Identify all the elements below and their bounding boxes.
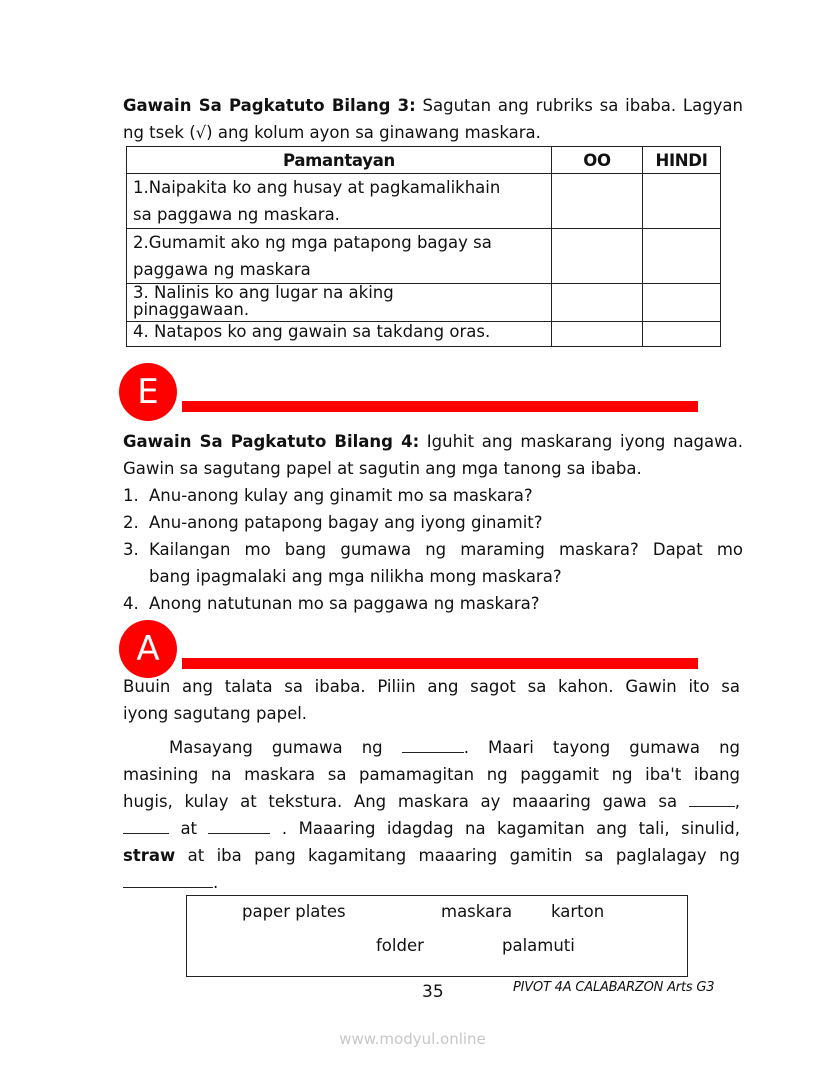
word-choice: folder — [376, 936, 424, 955]
question-number: 4. — [123, 594, 139, 613]
paragraph-text: hugis, kulay at tekstura. Ang maskara ay maaaring gawa sa — [123, 792, 678, 811]
activity-3-instruction: Sagutan ang rubriks sa ibaba. Lagyan — [422, 96, 744, 115]
rubric-row — [127, 322, 721, 347]
word-choice: karton — [551, 902, 605, 921]
question-text: Anu-anong patapong bagay ang iyong ginamit? — [149, 513, 543, 532]
question-item — [123, 509, 743, 536]
answer-blank-4[interactable] — [208, 817, 270, 834]
paragraph-line — [123, 842, 740, 869]
word-choice: paper plates — [242, 902, 346, 921]
hindi-check-cell[interactable] — [643, 284, 721, 322]
rubric-row — [127, 284, 721, 322]
question-list — [123, 482, 743, 617]
watermark: www.modyul.online — [339, 1030, 486, 1048]
hindi-check-cell[interactable] — [643, 322, 721, 347]
section-e-badge — [119, 363, 177, 421]
criterion-text: 2.Gumamit ako ng mga patapong bagay sa — [133, 233, 492, 252]
header-oo: OO — [552, 147, 643, 174]
rubric-table — [126, 146, 721, 347]
header-hindi: HINDI — [643, 147, 721, 174]
fill-in-paragraph — [123, 734, 740, 896]
word-choice: palamuti — [502, 936, 575, 955]
criterion-text: sa paggawa ng maskara. — [133, 205, 340, 224]
criterion-text: pinaggawaan. — [133, 300, 250, 319]
oo-check-cell[interactable] — [552, 322, 643, 347]
question-item — [123, 482, 743, 509]
activity-3-title: Gawain Sa Pagkatuto Bilang 3: — [123, 96, 416, 115]
paragraph-line — [123, 734, 740, 761]
paragraph-text: . Maaaring idagdag na kagamitan ang tali, sinulid, — [281, 819, 740, 838]
activity-4-line1 — [123, 428, 743, 455]
header-pamantayan: Pamantayan — [127, 147, 552, 174]
section-a-letter: A — [136, 629, 160, 669]
answer-blank-5[interactable] — [123, 871, 213, 888]
paragraph-text: . — [213, 873, 219, 892]
activity-4-instruction: Iguhit ang maskarang iyong nagawa. — [426, 432, 743, 451]
section-e-divider — [182, 401, 698, 412]
question-item — [123, 536, 743, 590]
rubric-header-row — [127, 147, 721, 174]
section-a-divider — [182, 658, 698, 669]
answer-blank-1[interactable] — [402, 736, 464, 753]
criterion-text: 1.Naipakita ko ang husay at pagkamalikhain — [133, 178, 501, 197]
paragraph-text: , — [734, 792, 740, 811]
paragraph-bold-word: straw — [123, 846, 176, 865]
activity-3-line2: ng tsek (√) ang kolum ayon sa ginawang maskara. — [123, 123, 541, 142]
question-text: Kailangan mo bang gumawa ng maraming maskara? Dapat mo — [149, 540, 743, 559]
question-number: 2. — [123, 513, 139, 532]
activity-3-intro — [123, 92, 743, 146]
rubric-row — [127, 174, 721, 229]
criterion-text: 3. Nalinis ko ang lugar na aking — [133, 283, 394, 302]
question-text: Anong natutunan mo sa paggawa ng maskara? — [149, 594, 540, 613]
question-text: Anu-anong kulay ang ginamit mo sa maskara? — [149, 486, 533, 505]
question-text: bang ipagmalaki ang mga nilikha mong maskara? — [149, 567, 562, 586]
section-a-badge — [119, 620, 177, 678]
question-number: 3. — [123, 540, 139, 559]
rubric-row — [127, 229, 721, 284]
criterion-cell — [127, 174, 552, 229]
activity-4-title: Gawain Sa Pagkatuto Bilang 4: — [123, 432, 420, 451]
page-number: 35 — [422, 982, 444, 1002]
word-choice-box — [186, 895, 688, 977]
paragraph-line — [123, 869, 740, 896]
paragraph-line — [123, 788, 740, 815]
criterion-cell — [127, 322, 552, 347]
paragraph-text: at iba pang kagamitang maaaring gamitin sa paglalagay ng — [187, 846, 740, 865]
hindi-check-cell[interactable] — [643, 174, 721, 229]
answer-blank-2[interactable] — [689, 790, 735, 807]
hindi-check-cell[interactable] — [643, 229, 721, 284]
section-e-letter: E — [137, 372, 159, 412]
answer-blank-3[interactable] — [123, 817, 169, 834]
question-item — [123, 590, 743, 617]
paragraph-text: Masayang gumawa ng — [169, 738, 383, 757]
question-number: 1. — [123, 486, 139, 505]
word-choice: maskara — [441, 902, 513, 921]
oo-check-cell[interactable] — [552, 229, 643, 284]
paragraph-line — [123, 815, 740, 842]
section-a-instruction-line2: iyong sagutang papel. — [123, 704, 308, 723]
paragraph-text: . Maari tayong gumawa ng — [463, 738, 740, 757]
paragraph-line: masining na maskara sa pamamagitan ng paggamit ng iba't ibang — [123, 765, 740, 784]
oo-check-cell[interactable] — [552, 174, 643, 229]
section-a-instruction — [123, 673, 740, 727]
activity-4 — [123, 428, 743, 617]
oo-check-cell[interactable] — [552, 284, 643, 322]
criterion-text: 4. Natapos ko ang gawain sa takdang oras. — [133, 322, 491, 341]
activity-3-line1 — [123, 92, 743, 119]
criterion-cell — [127, 229, 552, 284]
activity-4-line2: Gawin sa sagutang papel at sagutin ang mga tanong sa ibaba. — [123, 459, 642, 478]
series-label: PIVOT 4A CALABARZON Arts G3 — [513, 980, 715, 995]
criterion-cell — [127, 284, 552, 322]
criterion-text: paggawa ng maskara — [133, 260, 311, 279]
section-a-instruction-line1: Buuin ang talata sa ibaba. Piliin ang sagot sa kahon. Gawin ito sa — [123, 677, 740, 696]
paragraph-text: at — [180, 819, 198, 838]
